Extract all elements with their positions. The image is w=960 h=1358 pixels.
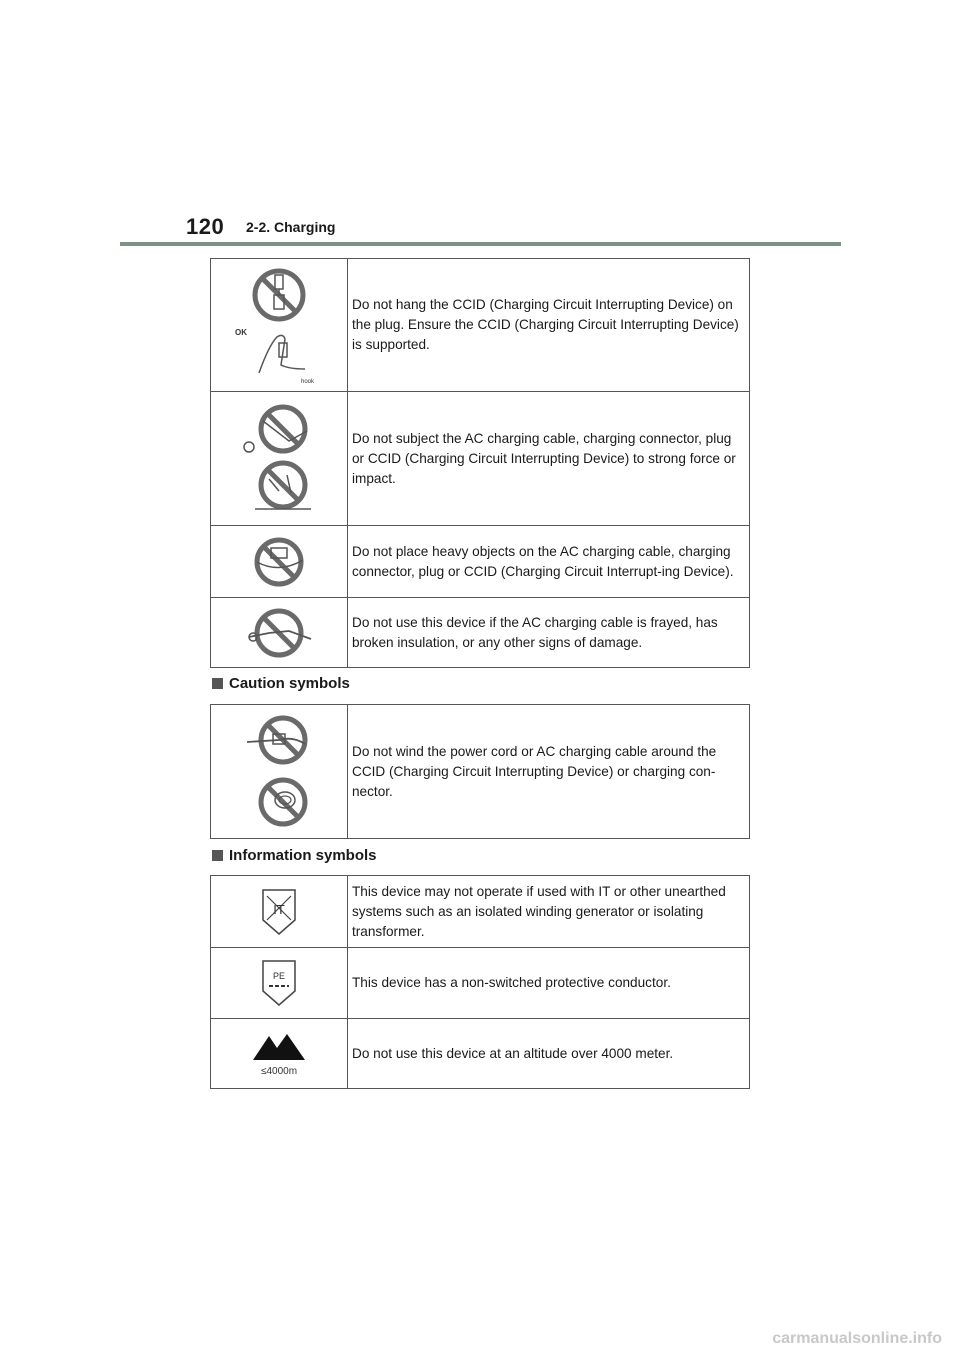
row-description: This device has a non-switched protective conductor. [348, 948, 750, 1019]
icon-cell [211, 392, 348, 526]
no-heavy-objects-icon [239, 534, 319, 590]
icon-cell [211, 948, 348, 1019]
hook-label: hook [301, 379, 315, 385]
pe-conductor-icon [259, 957, 299, 1009]
information-symbols-table [210, 875, 750, 1089]
row-description: Do not wind the power cord or AC charging cable around the CCID (Charging Circuit Interrupting Device) or charging con-nector. [348, 705, 750, 839]
table-row [211, 392, 750, 526]
row-description: Do not subject the AC charging cable, charging connector, plug or CCID (Charging Circuit Interrupting Device) to strong force or impact. [348, 392, 750, 526]
row-description: Do not hang the CCID (Charging Circuit Interrupting Device) on the plug. Ensure the CCID (Charging Circuit Interrupting Device) is supported. [348, 259, 750, 392]
table-row [211, 876, 750, 948]
row-description: Do not use this device if the AC charging cable is frayed, has broken insulation, or any other signs of damage. [348, 598, 750, 668]
pe-label: PE [272, 971, 286, 981]
no-it-system-icon [259, 886, 299, 938]
no-force-impact-icon [229, 401, 329, 517]
header-divider [120, 242, 841, 246]
altitude-label: ≤4000m [260, 1065, 298, 1077]
table-row [211, 948, 750, 1019]
no-wind-cord-icon [229, 714, 329, 830]
row-description: Do not use this device at an altitude over 4000 meter. [348, 1019, 750, 1089]
heading-bullet [212, 678, 223, 689]
table-row [211, 705, 750, 839]
it-label: IT [273, 901, 285, 917]
no-hang-ccid-icon [229, 265, 329, 385]
table-row [211, 259, 750, 392]
information-symbols-heading [212, 847, 377, 864]
ok-label: OK [235, 328, 247, 337]
prohibition-symbols-table [210, 258, 750, 668]
icon-cell [211, 1019, 348, 1089]
page-number: 120 [186, 214, 225, 239]
caution-symbols-heading [212, 675, 350, 692]
table-row [211, 598, 750, 668]
section-title: 2-2. Charging [246, 219, 336, 235]
icon-cell [211, 598, 348, 668]
no-damaged-cable-icon [239, 605, 319, 661]
row-description: This device may not operate if used with IT or other unearthed systems such as an isolated winding generator or isolating transformer. [348, 876, 750, 948]
row-description: Do not place heavy objects on the AC charging cable, charging connector, plug or CCID (Charging Circuit Interrupt-ing Device). [348, 526, 750, 598]
icon-cell [211, 259, 348, 392]
heading-bullet [212, 850, 223, 861]
watermark: carmanualsonline.info [772, 1330, 942, 1347]
icon-cell [211, 705, 348, 839]
icon-cell [211, 876, 348, 948]
table-row [211, 1019, 750, 1089]
icon-cell [211, 526, 348, 598]
caution-symbols-table [210, 704, 750, 839]
altitude-limit-icon [249, 1030, 309, 1078]
heading-text: Caution symbols [229, 675, 350, 692]
table-row [211, 526, 750, 598]
heading-text: Information symbols [229, 847, 377, 864]
